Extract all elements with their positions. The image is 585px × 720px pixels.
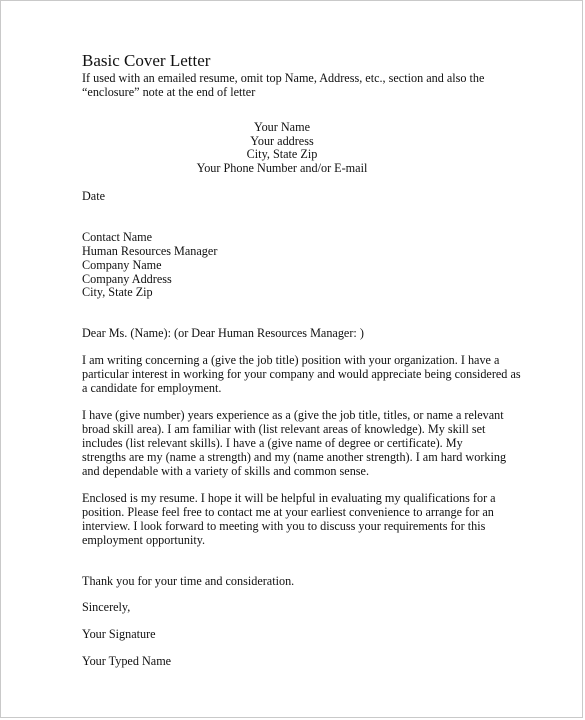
signature: Your Signature — [82, 627, 156, 642]
letter-date: Date — [82, 189, 106, 204]
recipient-company: Company Name — [82, 257, 162, 272]
sender-block — [32, 121, 532, 175]
typed-name: Your Typed Name — [82, 653, 172, 668]
recipient-address: Company Address — [82, 271, 172, 286]
recipient-contact-name: Contact Name — [82, 230, 153, 245]
paragraph-line: position. Please feel free to contact me at your earliest convenience to arrange for an — [82, 505, 494, 520]
paragraph-line: interview. I look forward to meeting with you to discuss your requirements for this — [82, 518, 486, 533]
letter-content — [82, 51, 532, 669]
recipient-city-state-zip: City, State Zip — [82, 285, 153, 300]
recipient-block — [82, 231, 532, 300]
paragraph-line: employment opportunity. — [82, 532, 206, 547]
paragraph-line: a candidate for employment. — [82, 380, 222, 395]
closing: Sincerely, — [82, 600, 131, 615]
sender-city-state-zip: City, State Zip — [246, 147, 318, 162]
body-paragraph-2 — [82, 409, 532, 478]
sender-name: Your Name — [254, 120, 310, 134]
paragraph-line: includes (list relevant skills). I have a (give name of degree or certificate). My — [82, 435, 463, 450]
salutation: Dear Ms. (Name): (or Dear Human Resources Manager: ) — [82, 326, 364, 341]
note-line: If used with an emailed resume, omit top Name, Address, etc., section and also the — [82, 71, 485, 85]
paragraph-line: I am writing concerning a (give the job title) position with your organization. I have a — [82, 352, 500, 367]
note-line: “enclosure” note at the end of letter — [82, 85, 256, 99]
paragraph-line: particular interest in working for your company and would appreciate being considered as — [82, 366, 521, 381]
sender-contact: Your Phone Number and/or E-mail — [196, 160, 368, 175]
paragraph-line: and dependable with a variety of skills and common sense. — [82, 463, 370, 478]
paragraph-line: I have (give number) years experience as a (give the job title, titles, or name a relevant — [82, 408, 504, 423]
thank-you-line: Thank you for your time and consideration. — [82, 573, 295, 588]
paragraph-line: broad skill area). I am familiar with (list relevant areas of knowledge). My skill set — [82, 422, 486, 437]
document-title: Basic Cover Letter — [82, 51, 211, 70]
body-paragraph-1 — [82, 354, 532, 395]
paragraph-line: strengths are my (name a strength) and my (name another strength). I am hard working — [82, 449, 507, 464]
paragraph-line: Enclosed is my resume. I hope it will be helpful in evaluating my qualifications for a — [82, 491, 496, 506]
sender-address: Your address — [250, 133, 314, 148]
recipient-title: Human Resources Manager — [82, 243, 218, 258]
instruction-note — [82, 71, 532, 99]
body-paragraph-3 — [82, 492, 532, 547]
